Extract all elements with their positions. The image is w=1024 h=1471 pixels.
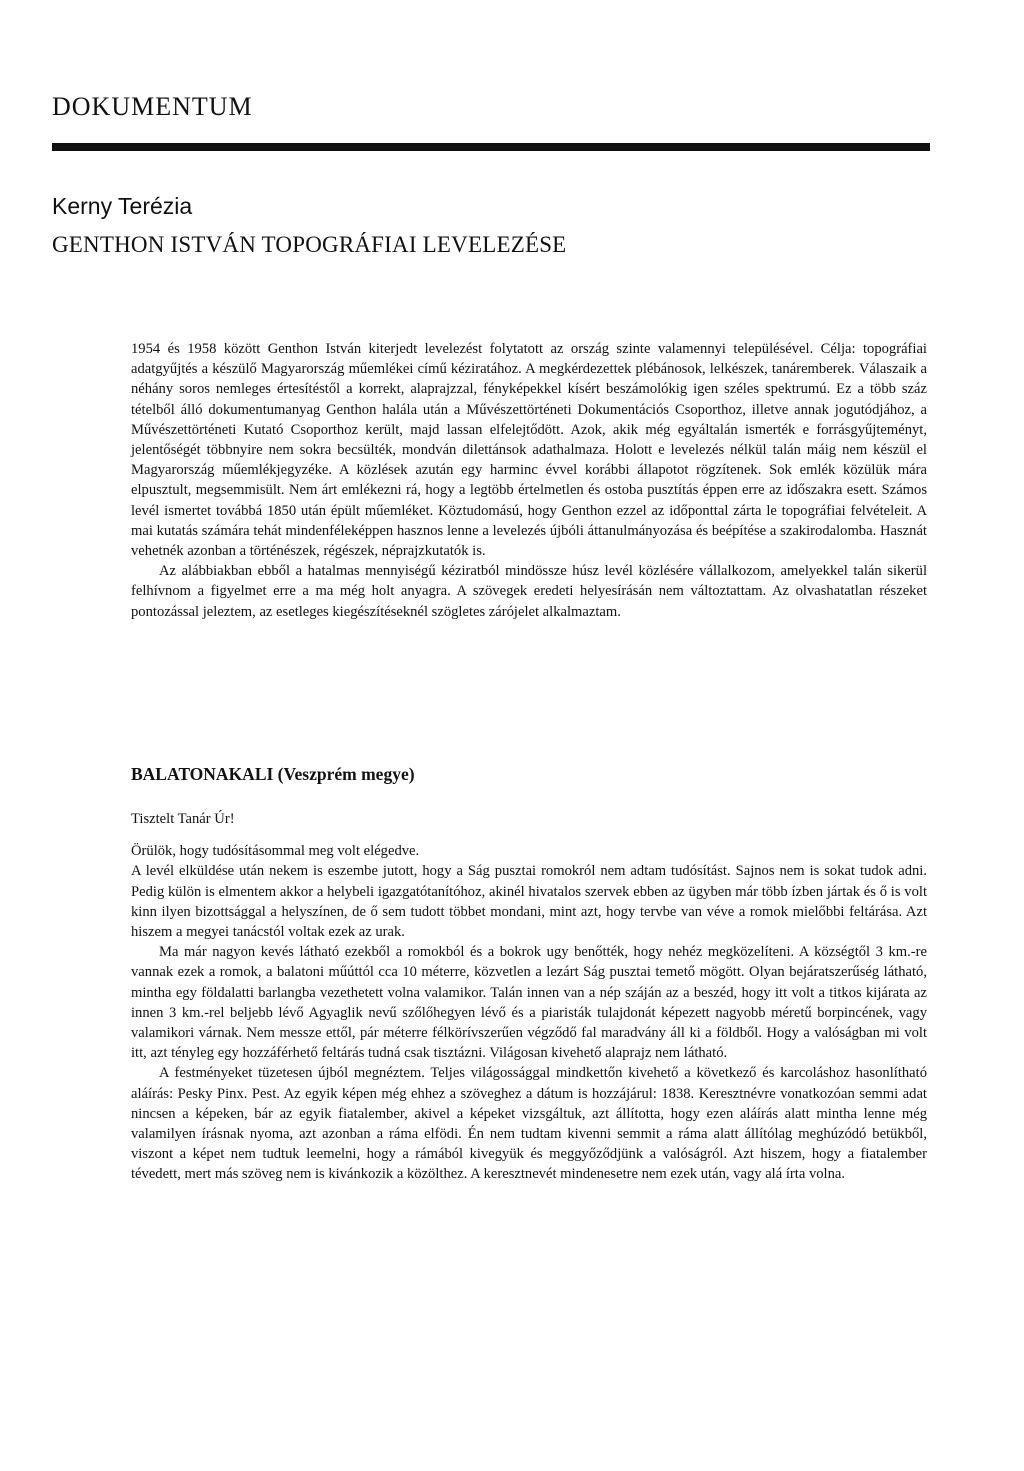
letter-paragraph: Ma már nagyon kevés látható ezekből a romokból és a bokrok ugy benőtték, hogy nehéz megközelíteni. A községtől 3 km.-re vannak ezek a romok, a balatoni műúttól cca 10 méterre, közvetlen a lezárt Ság pusztai temető mögött. Olyan bejáratszerűség látható, mintha egy földalatti barlangba vezethetett volna valamikor. Talán innen van a nép száján az a beszéd, hogy itt volt a titkos kijárata az innen 3 km.-rel beljebb lévő Agyaglik nevű szőlőhegyen lévő és a piaristák tulajdonát képezett nagyobb méretű borpincének, vagy valamikori várnak. Nem messze ettől, pár méterre félkörívszerűen végződő fal maradvány áll ki a földből. Hogy a valóságban mi volt itt, azt tényleg egy hozzáférhető feltárás tudná csak tisztázni. Világosan kivehető alaprajz nem látható.: [131, 944, 927, 1062]
letter-opening-line: Örülök, hogy tudósításommal meg volt elégedve.: [131, 843, 420, 860]
author-name: Kerny Terézia: [52, 193, 193, 219]
letter-paragraph: A levél elküldése után nekem is eszembe jutott, hogy a Ság pusztai romokról nem adtam tudósítást. Sajnos nem is sokat tudok adni. Pedig külön is elmentem akkor a helybeli igazgatótanítóhoz, akinél hivatalos szervek ebben az ügyben már több ízben jártak és ő is volt kinn ilyen bizottsággal a helyszínen, de ő sem tudott többet mondani, mint azt, hogy tervbe van véve a romok mielőbbi feltárása. Azt hiszem a megyei tanácstól voltak ezek az urak.: [131, 863, 927, 941]
letter-text: [131, 809, 927, 1185]
section-label: DOKUMENTUM: [52, 92, 253, 121]
letter-heading: BALATONAKALI (Veszprém megye): [131, 764, 415, 784]
article-title: GENTHON ISTVÁN TOPOGRÁFIAI LEVELEZÉSE: [52, 232, 567, 257]
intro-paragraph: 1954 és 1958 között Genthon István kiterjedt levelezést folytatott az ország szinte valamennyi településével. Célja: topográfiai adatgyűjtés a készülő Magyarország műemlékei című kéziratához. A megkérdezettek plébánosok, lelkészek, tanáremberek. Válaszaik a néhány soros nemleges értesítéstől a korrekt, alaprajzzal, fényképekkel kísért beszámolókig igen széles spektrumú. Ez a több száz tételből álló dokumentumanyag Genthon halála után a Művészettörténeti Dokumentációs Csoporthoz, illetve annak jogutódjához, a Művészettörténeti Kutató Csoporthoz került, majd lassan elfelejtődött. Azok, akik még egyáltalán ismerték e forrásgyűjteményt, jelentőségét többnyire nem sokra becsülték, mondván dilettánsok adathalmaza. Holott e levelezés nélkül talán máig nem készül el Magyarország műemlékjegyzéke. A közlések azután egy harminc évvel korábbi állapotot rögzítenek. Sok emlék közülük mára elpusztult, megsemmisült. Nem árt emlékezni rá, hogy a legtöbb értelmetlen és ostoba pusztítás éppen erre az időszakra esett. Számos levél ismertet továbbá 1850 után épült műemléket. Köztudomású, hogy Genthon ezzel az időponttal zárta le topográfiai felvételeit. A mai kutatás számára tehát mindenféleképpen hasznos lenne a levelezés újbóli áttanulmányozása és beépítése a szakirodalomba. Hasznát vehetnék azonban a történészek, régészek, néprajzkutatók is.: [131, 341, 927, 560]
letter-salutation: Tisztelt Tanár Úr!: [131, 811, 235, 827]
intro-text: [131, 339, 927, 622]
letter-paragraph: A festményeket tüzetesen újból megnéztem. Teljes világossággal mindkettőn kivehető a következő és karcoláshoz hasonlítható aláírás: Pesky Pinx. Pest. Az egyik képen még ehhez a szöveghez a dátum is hozzájárul: 1838. Keresztnévre vonatkozóan semmi adat nincsen a képeken, bár az egyik fiatalember, akivel a képeket vizsgáltuk, azt állította, hogy ezen aláírás alatt mintha lenne még valamilyen írásnak nyoma, azt azonban a ráma elfödi. Én nem tudtam kivenni semmit a ráma alatt állítólag meghúzódó betükből, viszont a képet nem tudtuk leemelni, hogy a rámából kivegyük és meggyőződjünk a valóságról. Azt hiszem, hogy a fiatalember tévedett, mert más szöveg nem is kivánkozik a közölthez. A keresztnevét mindenesetre nem ezek után, vagy alá írta volna.: [131, 1065, 927, 1183]
header-rule: [52, 143, 930, 151]
intro-paragraph: Az alábbiakban ebből a hatalmas mennyiségű kéziratból mindössze húsz levél közlésére vállalkozom, amelyekkel talán sikerül felhívnom a figyelmet erre a ma még holt anyagra. A szövegek eredeti helyesírásán nem változtattam. Az olvashatatlan részeket pontozással jeleztem, az esetleges kiegészítéseknél szögletes zárójelet alkalmaztam.: [131, 563, 927, 620]
